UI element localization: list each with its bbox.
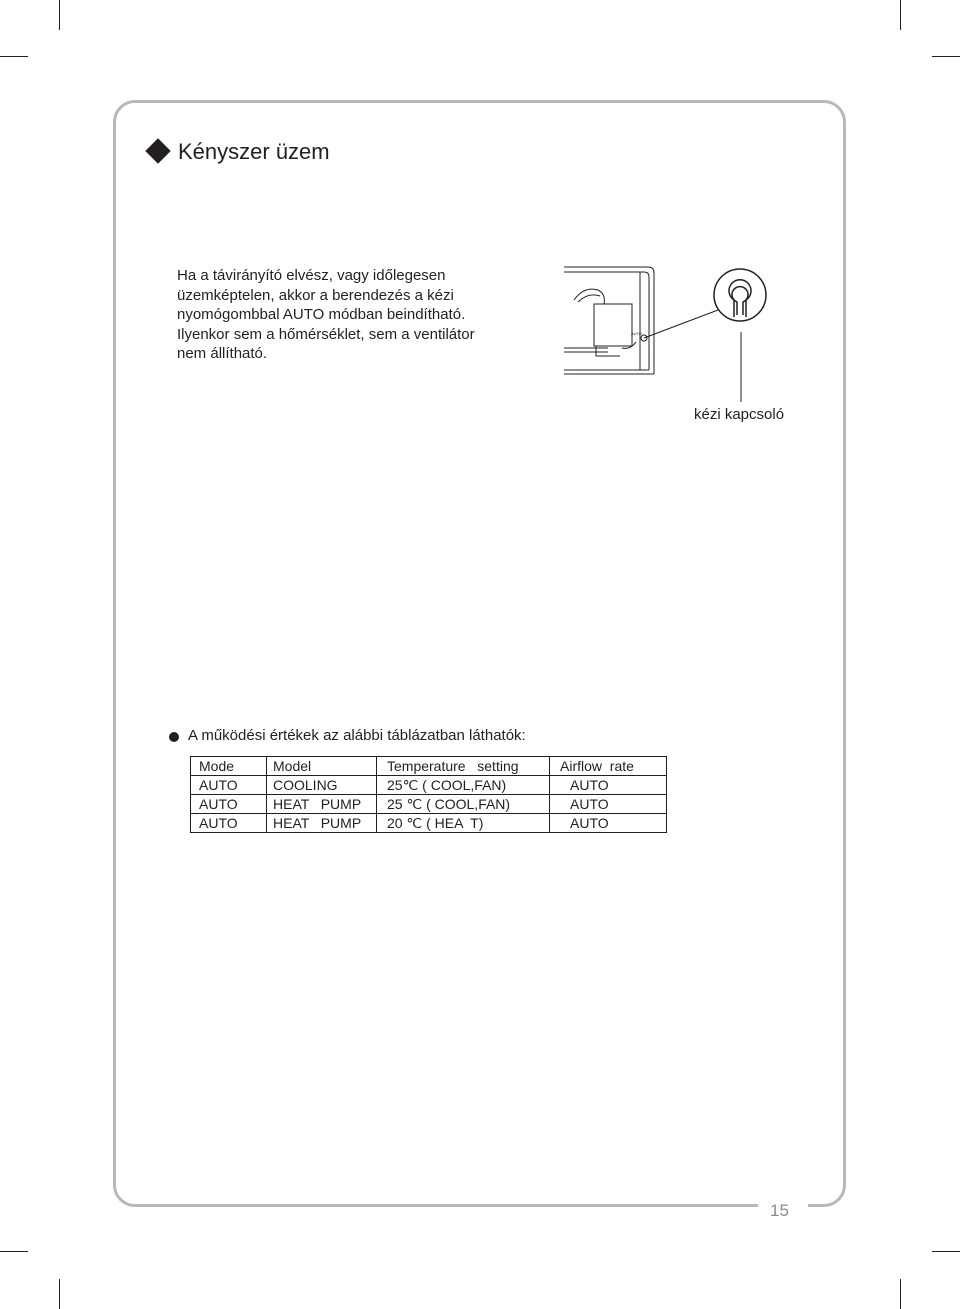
auto-mode-table — [190, 756, 667, 833]
intro-line: Ha a távirányító elvész, vagy időlegesen — [177, 267, 446, 284]
table-cell: AUTO — [550, 776, 667, 795]
table-cell: HEAT PUMP — [267, 814, 377, 833]
intro-line: nem állítható. — [177, 345, 268, 363]
table-cell: 25℃ ( COOL,FAN) — [377, 776, 550, 795]
table-cell: AUTO — [191, 814, 267, 833]
table-header-row — [191, 757, 667, 776]
table-header-cell: Airflow rate — [550, 757, 667, 776]
crop-mark — [59, 1279, 60, 1309]
intro-line: Ilyenkor sem a hőmérséklet, sem a ventilátor — [177, 325, 475, 343]
manual-switch-label: kézi kapcsoló — [694, 406, 785, 423]
crop-mark — [0, 56, 28, 57]
table-header-cell: Temperature setting — [377, 757, 550, 776]
intro-line: üzemképtelen, akkor a berendezés a kézi — [177, 286, 454, 304]
table-row — [191, 776, 667, 795]
crop-mark — [900, 0, 901, 30]
table-cell: AUTO — [191, 795, 267, 814]
table-cell: 20 ℃ ( HEA T) — [377, 814, 550, 833]
intro-paragraph — [177, 266, 507, 364]
crop-mark — [900, 1279, 901, 1309]
table-cell: HEAT PUMP — [267, 795, 377, 814]
bullet-icon — [169, 732, 179, 742]
intro-line: nyomógombbal AUTO módban beindítható. — [177, 306, 466, 324]
crop-mark — [932, 56, 960, 57]
auto-label: AUTO — [631, 331, 643, 336]
table-cell: COOLING — [267, 776, 377, 795]
crop-mark — [59, 0, 60, 30]
table-row — [191, 814, 667, 833]
page-title: Kényszer üzem — [178, 139, 330, 164]
table-header-cell: Mode — [191, 757, 267, 776]
crop-mark — [0, 1251, 28, 1252]
indoor-unit-illustration — [560, 260, 780, 410]
table-row — [191, 795, 667, 814]
page-number: 15 — [770, 1201, 789, 1220]
table-cell: 25 ℃ ( COOL,FAN) — [377, 795, 550, 814]
crop-mark — [932, 1251, 960, 1252]
table-cell: AUTO — [550, 814, 667, 833]
table-cell: AUTO — [191, 776, 267, 795]
table-header-cell: Model — [267, 757, 377, 776]
bullet-text: A működési értékek az alábbi táblázatban láthatók: — [188, 727, 526, 744]
table-cell: AUTO — [550, 795, 667, 814]
